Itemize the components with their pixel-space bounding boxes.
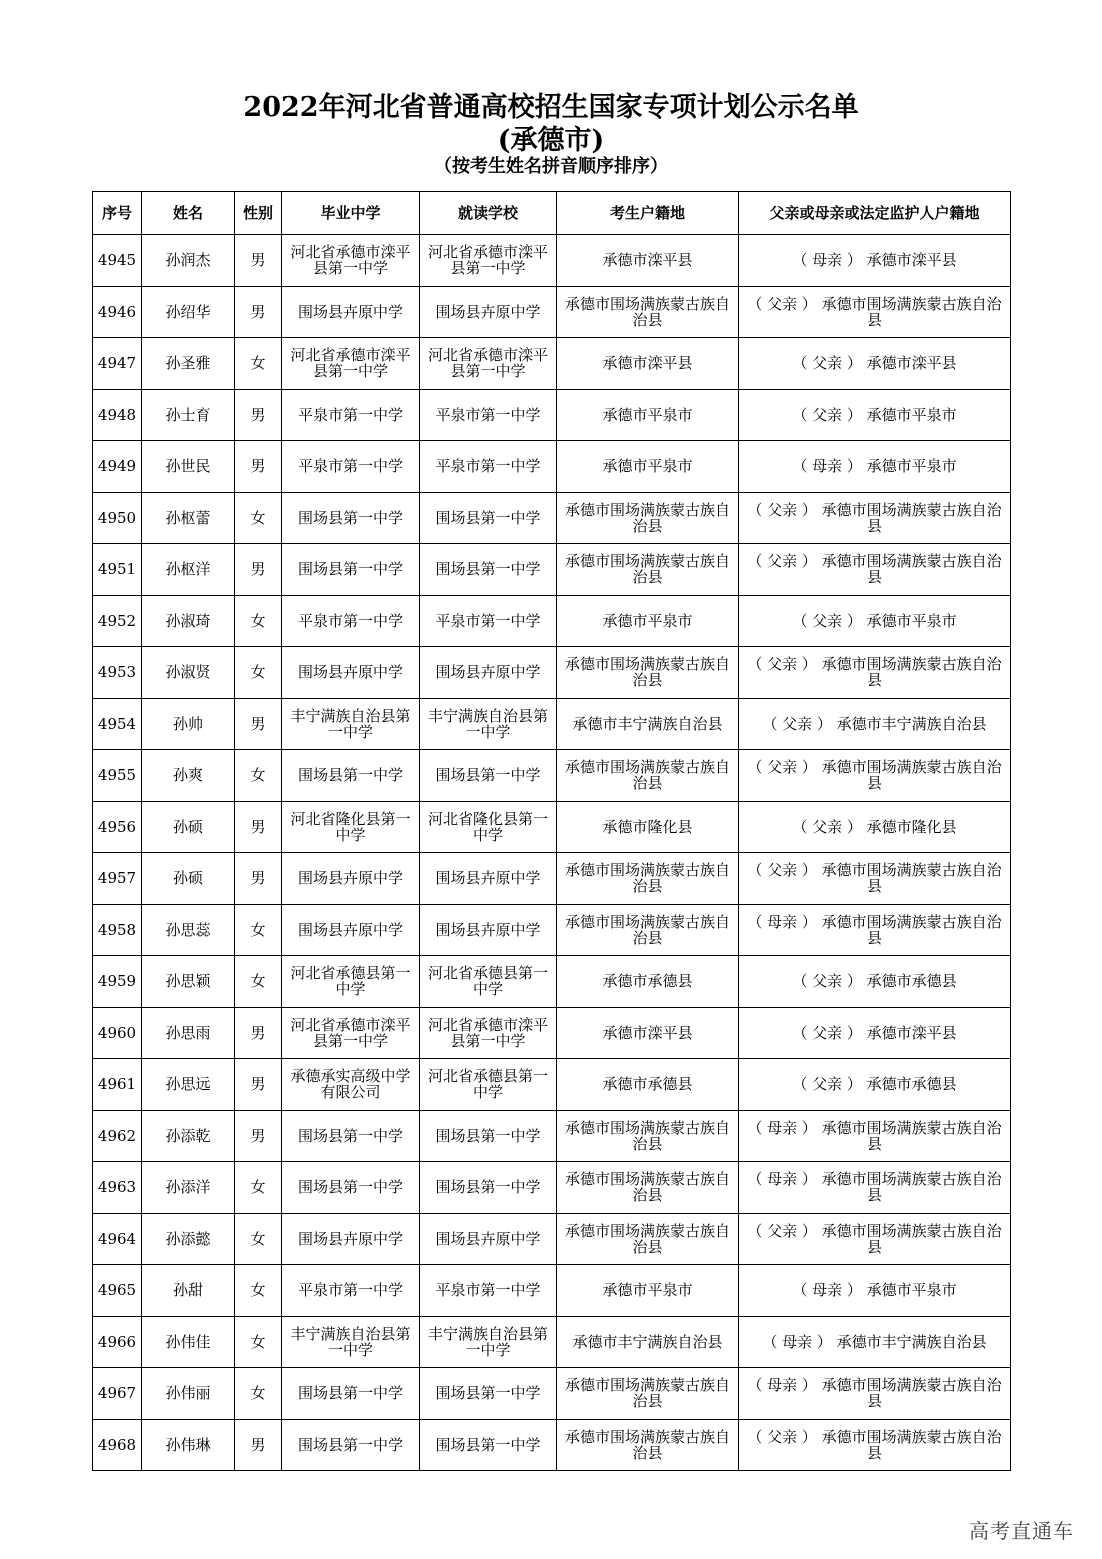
cell-no: 4968 [93,1419,142,1471]
cell-gender: 女 [235,1265,282,1317]
cell-gender: 女 [235,904,282,956]
cell-guardian: （ 父亲 ） 承德市承德县 [739,1059,1011,1111]
cell-guardian: （ 父亲 ） 承德市围场满族蒙古族自治县 [739,1419,1011,1471]
cell-current-school: 河北省承德县第一中学 [420,956,557,1008]
cell-gender: 女 [235,647,282,699]
cell-name: 孙思颖 [142,956,235,1008]
cell-guardian: （ 母亲 ） 承德市围场满族蒙古族自治县 [739,904,1011,956]
cell-name: 孙世民 [142,441,235,493]
cell-no: 4949 [93,441,142,493]
cell-name: 孙淑琦 [142,595,235,647]
table-row [93,750,1011,802]
cell-grad-school: 围场县第一中学 [282,1110,420,1162]
cell-gender: 男 [235,698,282,750]
cell-guardian: （ 父亲 ） 承德市丰宁满族自治县 [739,698,1011,750]
cell-guardian: （ 父亲 ） 承德市围场满族蒙古族自治县 [739,492,1011,544]
cell-current-school: 河北省承德市滦平县第一中学 [420,338,557,390]
cell-current-school: 围场县第一中学 [420,750,557,802]
cell-gender: 女 [235,1162,282,1214]
cell-household: 承德市围场满族蒙古族自治县 [557,750,739,802]
cell-guardian: （ 父亲 ） 承德市平泉市 [739,595,1011,647]
header-no: 序号 [93,192,142,235]
table-row [93,1419,1011,1471]
cell-gender: 男 [235,389,282,441]
cell-grad-school: 围场县第一中学 [282,1419,420,1471]
cell-grad-school: 河北省承德县第一中学 [282,956,420,1008]
cell-grad-school: 围场县第一中学 [282,1162,420,1214]
cell-gender: 女 [235,956,282,1008]
cell-gender: 男 [235,544,282,596]
cell-no: 4945 [93,235,142,287]
cell-household: 承德市围场满族蒙古族自治县 [557,1162,739,1214]
cell-household: 承德市围场满族蒙古族自治县 [557,286,739,338]
cell-name: 孙圣雅 [142,338,235,390]
cell-household: 承德市滦平县 [557,338,739,390]
cell-household: 承德市承德县 [557,1059,739,1111]
cell-grad-school: 承德承实高级中学有限公司 [282,1059,420,1111]
cell-gender: 女 [235,492,282,544]
watermark-text: 高考直通车 [969,1519,1074,1543]
header-household: 考生户籍地 [557,192,739,235]
table-row [93,544,1011,596]
table-row [93,1162,1011,1214]
table-row [93,1110,1011,1162]
table-row [93,235,1011,287]
cell-grad-school: 平泉市第一中学 [282,389,420,441]
cell-current-school: 平泉市第一中学 [420,389,557,441]
cell-no: 4958 [93,904,142,956]
document-subtitle: （按考生姓名拼音顺序排序） [434,156,668,177]
cell-no: 4956 [93,801,142,853]
cell-name: 孙添洋 [142,1162,235,1214]
cell-grad-school: 平泉市第一中学 [282,1265,420,1317]
cell-guardian: （ 父亲 ） 承德市围场满族蒙古族自治县 [739,647,1011,699]
cell-name: 孙绍华 [142,286,235,338]
cell-household: 承德市围场满族蒙古族自治县 [557,647,739,699]
table-row [93,1368,1011,1420]
cell-name: 孙枢洋 [142,544,235,596]
cell-name: 孙淑贤 [142,647,235,699]
cell-no: 4947 [93,338,142,390]
table-row [93,698,1011,750]
cell-guardian: （ 父亲 ） 承德市围场满族蒙古族自治县 [739,750,1011,802]
cell-no: 4965 [93,1265,142,1317]
cell-name: 孙思远 [142,1059,235,1111]
table-row [93,492,1011,544]
cell-household: 承德市围场满族蒙古族自治县 [557,1368,739,1420]
table-row [93,956,1011,1008]
table-row [93,1007,1011,1059]
cell-guardian: （ 母亲 ） 承德市平泉市 [739,1265,1011,1317]
cell-current-school: 围场县卉原中学 [420,853,557,905]
cell-grad-school: 平泉市第一中学 [282,595,420,647]
cell-household: 承德市平泉市 [557,595,739,647]
header-grad-school: 毕业中学 [282,192,420,235]
table-row [93,853,1011,905]
cell-grad-school: 围场县卉原中学 [282,853,420,905]
cell-gender: 男 [235,1419,282,1471]
cell-household: 承德市平泉市 [557,1265,739,1317]
table-row [93,1213,1011,1265]
cell-no: 4950 [93,492,142,544]
cell-grad-school: 围场县第一中学 [282,750,420,802]
cell-name: 孙硕 [142,853,235,905]
cell-guardian: （ 父亲 ） 承德市围场满族蒙古族自治县 [739,853,1011,905]
cell-current-school: 围场县第一中学 [420,1110,557,1162]
cell-household: 承德市平泉市 [557,441,739,493]
cell-current-school: 平泉市第一中学 [420,1265,557,1317]
cell-gender: 男 [235,801,282,853]
cell-name: 孙伟琳 [142,1419,235,1471]
cell-gender: 男 [235,235,282,287]
cell-no: 4963 [93,1162,142,1214]
cell-gender: 女 [235,595,282,647]
cell-current-school: 围场县第一中学 [420,1368,557,1420]
cell-gender: 女 [235,1368,282,1420]
cell-household: 承德市承德县 [557,956,739,1008]
cell-household: 承德市丰宁满族自治县 [557,698,739,750]
cell-household: 承德市围场满族蒙古族自治县 [557,1110,739,1162]
table-row [93,1265,1011,1317]
cell-household: 承德市围场满族蒙古族自治县 [557,853,739,905]
cell-grad-school: 河北省承德市滦平县第一中学 [282,338,420,390]
cell-current-school: 围场县卉原中学 [420,647,557,699]
cell-name: 孙思蕊 [142,904,235,956]
cell-household: 承德市滦平县 [557,1007,739,1059]
cell-name: 孙伟丽 [142,1368,235,1420]
cell-current-school: 围场县卉原中学 [420,1213,557,1265]
cell-no: 4952 [93,595,142,647]
header-gender: 性别 [235,192,282,235]
cell-guardian: （ 父亲 ） 承德市承德县 [739,956,1011,1008]
document-title: 2022年河北省普通高校招生国家专项计划公示名单 [243,92,859,123]
table-row [93,904,1011,956]
cell-gender: 男 [235,441,282,493]
header-name: 姓名 [142,192,235,235]
cell-name: 孙润杰 [142,235,235,287]
table-row [93,338,1011,390]
cell-name: 孙思雨 [142,1007,235,1059]
cell-guardian: （ 父亲 ） 承德市围场满族蒙古族自治县 [739,1213,1011,1265]
table-header-row [93,192,1011,235]
cell-grad-school: 围场县第一中学 [282,1368,420,1420]
cell-guardian: （ 母亲 ） 承德市围场满族蒙古族自治县 [739,1110,1011,1162]
cell-grad-school: 围场县第一中学 [282,544,420,596]
cell-name: 孙添乾 [142,1110,235,1162]
cell-current-school: 丰宁满族自治县第一中学 [420,698,557,750]
cell-gender: 男 [235,853,282,905]
cell-grad-school: 平泉市第一中学 [282,441,420,493]
cell-guardian: （ 父亲 ） 承德市平泉市 [739,389,1011,441]
cell-no: 4957 [93,853,142,905]
cell-current-school: 围场县卉原中学 [420,286,557,338]
cell-gender: 男 [235,1007,282,1059]
cell-grad-school: 围场县卉原中学 [282,1213,420,1265]
cell-guardian: （ 母亲 ） 承德市滦平县 [739,235,1011,287]
cell-gender: 男 [235,286,282,338]
cell-current-school: 平泉市第一中学 [420,595,557,647]
table-row [93,286,1011,338]
cell-no: 4953 [93,647,142,699]
cell-name: 孙帅 [142,698,235,750]
cell-name: 孙士育 [142,389,235,441]
cell-guardian: （ 母亲 ） 承德市围场满族蒙古族自治县 [739,1368,1011,1420]
cell-grad-school: 河北省隆化县第一中学 [282,801,420,853]
cell-name: 孙伟佳 [142,1316,235,1368]
cell-household: 承德市滦平县 [557,235,739,287]
table-row [93,1316,1011,1368]
roster-table [92,191,1011,1471]
cell-no: 4959 [93,956,142,1008]
cell-household: 承德市平泉市 [557,389,739,441]
cell-name: 孙添懿 [142,1213,235,1265]
table-row [93,801,1011,853]
table-row [93,595,1011,647]
cell-guardian: （ 父亲 ） 承德市滦平县 [739,1007,1011,1059]
cell-grad-school: 丰宁满族自治县第一中学 [282,1316,420,1368]
cell-name: 孙爽 [142,750,235,802]
cell-no: 4966 [93,1316,142,1368]
cell-grad-school: 围场县卉原中学 [282,286,420,338]
cell-household: 承德市丰宁满族自治县 [557,1316,739,1368]
cell-no: 4955 [93,750,142,802]
cell-guardian: （ 父亲 ） 承德市围场满族蒙古族自治县 [739,286,1011,338]
cell-gender: 男 [235,1059,282,1111]
cell-guardian: （ 父亲 ） 承德市隆化县 [739,801,1011,853]
cell-guardian: （ 母亲 ） 承德市围场满族蒙古族自治县 [739,1162,1011,1214]
table-body [93,235,1011,1471]
cell-guardian: （ 母亲 ） 承德市丰宁满族自治县 [739,1316,1011,1368]
cell-current-school: 河北省承德市滦平县第一中学 [420,1007,557,1059]
cell-no: 4946 [93,286,142,338]
cell-guardian: （ 父亲 ） 承德市围场满族蒙古族自治县 [739,544,1011,596]
table-row [93,1059,1011,1111]
cell-household: 承德市围场满族蒙古族自治县 [557,544,739,596]
cell-current-school: 围场县第一中学 [420,1162,557,1214]
cell-no: 4961 [93,1059,142,1111]
table-row [93,389,1011,441]
cell-household: 承德市围场满族蒙古族自治县 [557,904,739,956]
header-current-school: 就读学校 [420,192,557,235]
cell-gender: 女 [235,1213,282,1265]
cell-no: 4962 [93,1110,142,1162]
cell-no: 4948 [93,389,142,441]
document-city: (承德市) [497,125,605,156]
cell-household: 承德市隆化县 [557,801,739,853]
table-row [93,647,1011,699]
cell-current-school: 围场县卉原中学 [420,904,557,956]
cell-gender: 女 [235,338,282,390]
cell-current-school: 围场县第一中学 [420,1419,557,1471]
cell-household: 承德市围场满族蒙古族自治县 [557,492,739,544]
cell-gender: 女 [235,1316,282,1368]
cell-current-school: 河北省承德市滦平县第一中学 [420,235,557,287]
cell-grad-school: 围场县卉原中学 [282,647,420,699]
cell-no: 4964 [93,1213,142,1265]
cell-grad-school: 围场县第一中学 [282,492,420,544]
cell-grad-school: 丰宁满族自治县第一中学 [282,698,420,750]
cell-grad-school: 河北省承德市滦平县第一中学 [282,1007,420,1059]
cell-household: 承德市围场满族蒙古族自治县 [557,1419,739,1471]
cell-current-school: 河北省承德县第一中学 [420,1059,557,1111]
cell-household: 承德市围场满族蒙古族自治县 [557,1213,739,1265]
cell-no: 4967 [93,1368,142,1420]
cell-current-school: 平泉市第一中学 [420,441,557,493]
cell-current-school: 围场县第一中学 [420,544,557,596]
cell-no: 4960 [93,1007,142,1059]
cell-name: 孙硕 [142,801,235,853]
cell-gender: 女 [235,750,282,802]
cell-guardian: （ 父亲 ） 承德市滦平县 [739,338,1011,390]
header-guardian: 父亲或母亲或法定监护人户籍地 [739,192,1011,235]
cell-current-school: 丰宁满族自治县第一中学 [420,1316,557,1368]
cell-gender: 男 [235,1110,282,1162]
cell-name: 孙甜 [142,1265,235,1317]
cell-no: 4954 [93,698,142,750]
cell-no: 4951 [93,544,142,596]
table-row [93,441,1011,493]
cell-guardian: （ 母亲 ） 承德市平泉市 [739,441,1011,493]
cell-grad-school: 河北省承德市滦平县第一中学 [282,235,420,287]
cell-current-school: 围场县第一中学 [420,492,557,544]
cell-name: 孙枢蕾 [142,492,235,544]
cell-current-school: 河北省隆化县第一中学 [420,801,557,853]
cell-grad-school: 围场县卉原中学 [282,904,420,956]
